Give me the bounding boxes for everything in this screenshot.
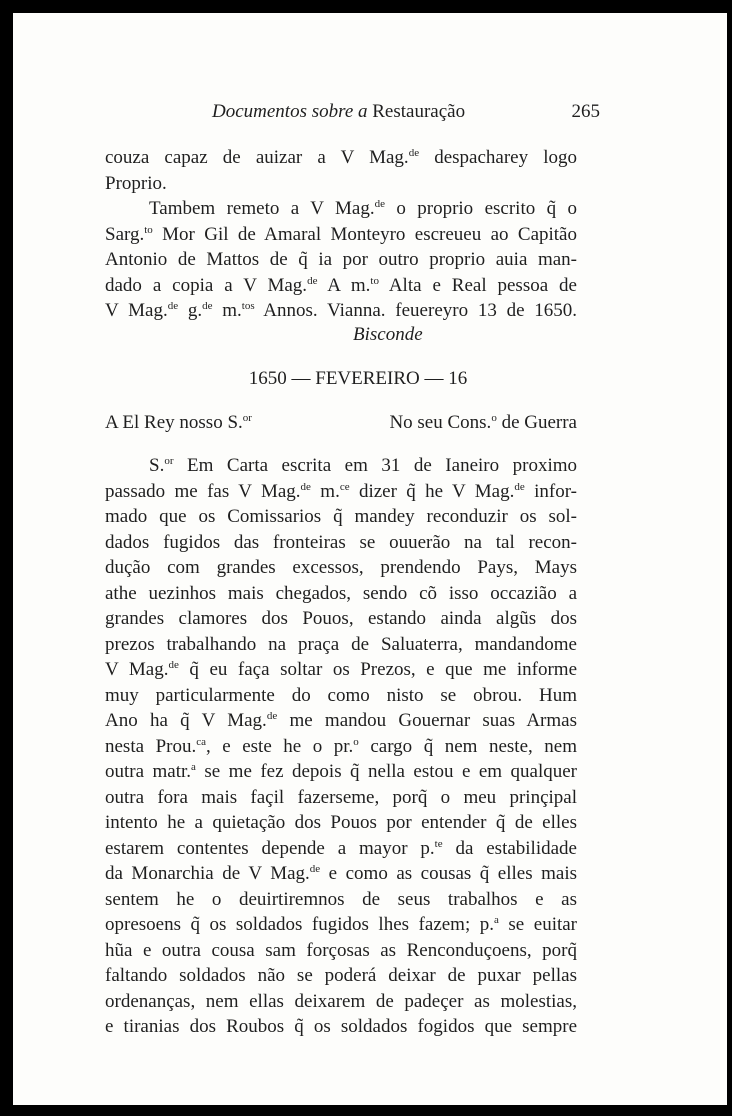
addressee: A El Rey nosso S.$^{or}$ — [105, 412, 252, 433]
text-line: opresoens q̃ os soldados fugidos lhes fazem; p.$^a$ se euitar — [105, 914, 578, 935]
text-line: mado que os Comissarios q̃ mandey reconduzir os sol- — [105, 506, 577, 527]
text-line: V Mag.$^{de}$ q̃ eu faça soltar os Prezos, e que me informe — [105, 659, 577, 680]
text-line: e tiranias dos Roubos q̃ os soldados fogidos que sempre — [105, 1016, 577, 1037]
date-heading: 1650 — FEVEREIRO — 16 — [248, 368, 468, 389]
text-line: Sarg.$^{to}$ Mor Gil de Amaral Monteyro escreueu ao Capitão — [105, 223, 577, 245]
signature: Bisconde — [353, 324, 423, 345]
text-line: dução com grandes excessos, prendendo Pays, Mays — [105, 557, 577, 578]
text-line: outra matr.$^a$ se me fez depois q̃ nella estou e em qualquer — [105, 761, 577, 782]
council-note: No seu Cons.$^o$ de Guerra — [389, 412, 577, 433]
text-line: athe uezinhos mais chegados, sendo cõ isso occazião a — [105, 582, 577, 604]
text-line: Antonio de Mattos de q̃ ia por outro proprio auia man- — [105, 249, 577, 270]
paragraph-continuation — [105, 145, 577, 196]
text-line: sentem he o deuirtiremnos de seus trabalhos e as — [105, 888, 577, 910]
text-line: intento he a quietação dos Pouos por entender q̃ de elles — [105, 812, 577, 833]
running-title-italic: Documentos sobre a — [212, 101, 368, 122]
document-page — [13, 13, 727, 1105]
page-number: 265 — [571, 101, 600, 122]
text-line: faltando soldados não se poderá deixar de puxar pellas — [105, 965, 577, 986]
text-line: passado me fas V Mag.$^{de}$ m.$^{ce}$ dizer q̃ he V Mag.$^{de}$ infor- — [105, 480, 577, 502]
text-line: S.$^{or}$ Em Carta escrita em 31 de Ianeiro proximo — [149, 455, 577, 476]
running-title — [212, 101, 465, 123]
text-line: dados fugidos das fronteiras se ouuerão na tal recon- — [105, 531, 577, 553]
text-line: dado a copia a V Mag.$^{de}$ A m.$^{to}$ Alta e Real pessoa de — [105, 274, 577, 296]
text-line: prezos trabalhando na praça de Saluaterra, mandandome — [105, 633, 577, 655]
text-line: hũa e outra cousa sam forçosas as Renconduçoens, porq̃ — [105, 939, 577, 961]
text-line: Tambem remeto a V Mag.$^{de}$ o proprio escrito q̃ o — [149, 198, 578, 219]
text-line: V Mag.$^{de}$ g.$^{de}$ m.$^{tos}$ Annos. Vianna. feuereyro 13 de 1650. — [105, 300, 577, 321]
text-line: muy particularmente do como nisto se obrou. Hum — [105, 684, 577, 706]
letter-body — [105, 453, 577, 1040]
text-line: Proprio. — [105, 172, 167, 194]
text-line: Ano ha q̃ V Mag.$^{de}$ me mandou Gouernar suas Armas — [105, 710, 577, 731]
text-line: estarem contentes depende a mayor p.$^{te}$ da estabilidade — [105, 837, 577, 859]
text-line: nesta Prou.$^{ca}$, e este he o pr.$^o$ cargo q̃ nem neste, nem — [105, 735, 577, 757]
text-line: grandes clamores dos Pouos, estando ainda algũs dos — [105, 608, 577, 629]
text-line: outra fora mais façil fazerseme, porq̃ o meu prinçipal — [105, 786, 577, 808]
running-title-rest: Restauração — [372, 101, 466, 122]
text-line: da Monarchia de V Mag.$^{de}$ e como as cousas q̃ elles mais — [105, 863, 577, 884]
text-line: couza capaz de auizar a V Mag.$^{de}$ despacharey logo — [105, 147, 577, 168]
text-line: ordenanças, nem ellas deixarem de padeçer as molestias, — [105, 990, 577, 1012]
running-header — [105, 101, 600, 127]
paragraph-tambem — [105, 196, 577, 324]
